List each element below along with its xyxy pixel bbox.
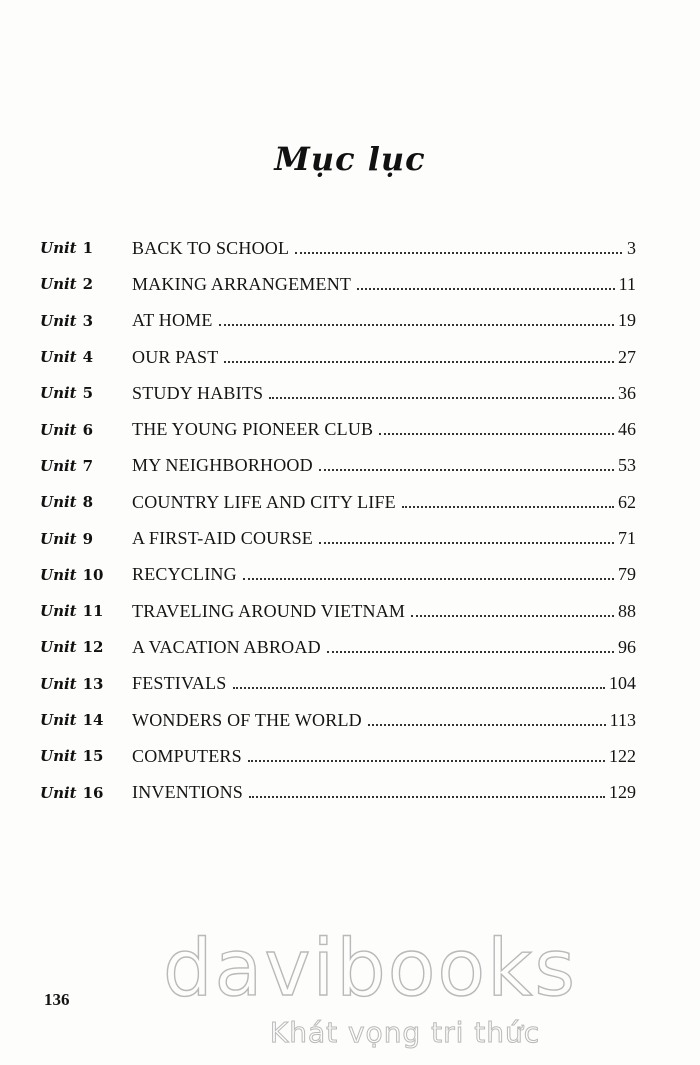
unit-number: 14 (82, 711, 104, 729)
unit-word: Unit (40, 565, 77, 584)
unit-number: 8 (82, 493, 94, 512)
chapter-line (132, 419, 636, 440)
unit-word: Unit (40, 674, 77, 693)
unit-word: Unit (40, 311, 77, 330)
chapter-page: 36 (618, 382, 636, 403)
unit-number: 5 (82, 384, 94, 403)
dot-leader (248, 760, 605, 762)
chapter-title: RECYCLING (132, 564, 237, 585)
toc-entry (40, 702, 636, 738)
unit-label (40, 312, 132, 330)
unit-word: Unit (40, 747, 77, 766)
dot-leader (319, 542, 614, 544)
chapter-page: 96 (618, 636, 636, 657)
chapter-title: THE YOUNG PIONEER CLUB (132, 419, 374, 440)
toc-entry (40, 593, 636, 629)
toc-entry (40, 266, 636, 302)
toc-entry (40, 520, 636, 556)
unit-number: 11 (82, 602, 104, 621)
chapter-line (132, 782, 636, 803)
watermark (0, 924, 700, 1049)
unit-label (40, 239, 132, 257)
unit-label (40, 530, 132, 548)
dot-leader (269, 397, 614, 399)
toc-entry (40, 557, 636, 593)
watermark-logo: davibooks (163, 924, 577, 1014)
dot-leader (243, 578, 614, 580)
chapter-line (132, 564, 636, 585)
chapter-page: 113 (609, 709, 636, 730)
unit-label (40, 493, 132, 511)
unit-label (40, 602, 132, 620)
toc-entry (40, 339, 636, 375)
chapter-line (132, 601, 636, 622)
chapter-page: 11 (618, 273, 636, 294)
chapter-page: 88 (618, 600, 636, 621)
unit-label (40, 747, 132, 765)
chapter-line (132, 383, 636, 404)
chapter-title: OUR PAST (132, 346, 219, 367)
toc-entry (40, 629, 636, 665)
chapter-line (132, 710, 636, 731)
unit-word: Unit (40, 456, 77, 475)
chapter-line (132, 455, 636, 476)
unit-word: Unit (40, 239, 77, 258)
unit-label (40, 457, 132, 475)
dot-leader (319, 469, 614, 471)
unit-word: Unit (40, 275, 77, 294)
unit-word: Unit (40, 493, 77, 512)
unit-label (40, 711, 132, 729)
unit-word: Unit (40, 711, 77, 729)
unit-number: 2 (82, 275, 94, 294)
chapter-line (132, 492, 636, 513)
toc-entry (40, 230, 636, 266)
chapter-title: A VACATION ABROAD (132, 636, 321, 657)
unit-word: Unit (40, 602, 77, 621)
unit-label (40, 421, 132, 439)
unit-word: Unit (40, 348, 77, 367)
unit-word: Unit (40, 783, 77, 802)
chapter-title: COUNTRY LIFE AND CITY LIFE (132, 491, 396, 512)
chapter-page: 79 (618, 564, 636, 585)
unit-number: 9 (82, 529, 94, 548)
unit-word: Unit (40, 384, 77, 403)
dot-leader (249, 796, 605, 798)
unit-number: 6 (82, 420, 94, 439)
chapter-title: AT HOME (132, 310, 213, 331)
toc-entry (40, 774, 636, 810)
chapter-page: 62 (618, 491, 636, 512)
chapter-line (132, 746, 636, 767)
dot-leader (357, 288, 615, 290)
chapter-line (132, 673, 636, 694)
chapter-title: FESTIVALS (132, 673, 227, 694)
unit-word: Unit (40, 638, 77, 657)
dot-leader (219, 324, 614, 326)
dot-leader (379, 433, 614, 435)
chapter-title: INVENTIONS (132, 782, 243, 803)
chapter-page: 71 (618, 528, 636, 549)
chapter-title: COMPUTERS (132, 745, 242, 766)
unit-word: Unit (40, 529, 77, 548)
chapter-line (132, 347, 636, 368)
unit-label (40, 566, 132, 584)
toc-entry (40, 411, 636, 447)
table-of-contents (40, 230, 636, 811)
chapter-line (132, 528, 636, 549)
dot-leader (402, 506, 614, 508)
toc-entry (40, 303, 636, 339)
unit-label (40, 638, 132, 656)
unit-number: 16 (82, 783, 104, 802)
chapter-page: 27 (618, 346, 636, 367)
unit-number: 3 (82, 311, 94, 330)
unit-number: 10 (82, 565, 104, 584)
dot-leader (411, 615, 614, 617)
chapter-title: BACK TO SCHOOL (132, 237, 290, 258)
chapter-page: 122 (609, 745, 636, 766)
chapter-page: 104 (609, 673, 636, 694)
page-title: Mục lục (274, 140, 426, 178)
chapter-line (132, 310, 636, 331)
chapter-page: 129 (609, 782, 636, 803)
chapter-page: 3 (627, 237, 636, 258)
dot-leader (224, 361, 614, 363)
chapter-title: A FIRST-AID COURSE (132, 528, 313, 549)
unit-word: Unit (40, 420, 77, 439)
unit-number: 4 (82, 348, 94, 367)
toc-entry (40, 738, 636, 774)
toc-entry (40, 448, 636, 484)
chapter-title: STUDY HABITS (132, 382, 264, 403)
chapter-line (132, 238, 636, 259)
unit-number: 1 (82, 239, 94, 258)
unit-label (40, 675, 132, 693)
unit-label (40, 275, 132, 293)
watermark-slogan: Khát vọng tri thức (269, 1016, 541, 1049)
chapter-line (132, 274, 636, 295)
dot-leader (368, 724, 606, 726)
chapter-title: MY NEIGHBORHOOD (132, 455, 313, 476)
unit-number: 7 (82, 456, 94, 475)
toc-entry (40, 375, 636, 411)
chapter-title: WONDERS OF THE WORLD (132, 709, 362, 730)
chapter-title: TRAVELING AROUND VIETNAM (132, 600, 406, 621)
unit-label (40, 384, 132, 402)
dot-leader (233, 687, 606, 689)
chapter-page: 19 (618, 310, 636, 331)
chapter-page: 53 (618, 455, 636, 476)
chapter-title: MAKING ARRANGEMENT (132, 273, 352, 294)
chapter-line (132, 637, 636, 658)
dot-leader (295, 252, 622, 254)
toc-entry (40, 666, 636, 702)
page-number: 136 (44, 990, 70, 1009)
chapter-page: 46 (618, 419, 636, 440)
unit-number: 15 (82, 747, 104, 766)
unit-label (40, 784, 132, 802)
unit-label (40, 348, 132, 366)
unit-number: 12 (82, 638, 104, 657)
toc-entry (40, 484, 636, 520)
unit-number: 13 (82, 674, 104, 693)
dot-leader (327, 651, 614, 653)
